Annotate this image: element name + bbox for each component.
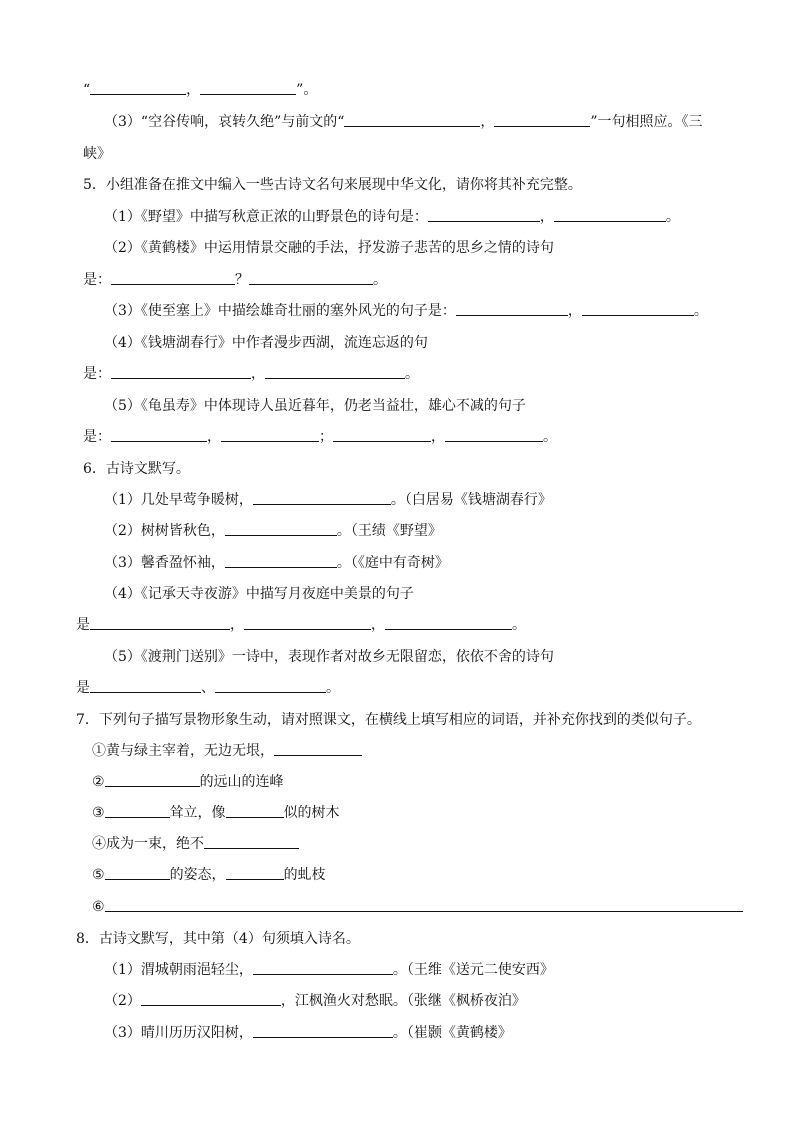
text-line xyxy=(104,991,526,1011)
line-text: 8．古诗文默写，其中第（4）句须填入诗名。 xyxy=(76,931,360,947)
line-text: （3）晴川历历汉阳树， xyxy=(104,1025,253,1041)
line-text: ， xyxy=(480,114,495,130)
line-text: 。（王绩《野望》 xyxy=(336,523,442,539)
line-text: 。（《庭中有奇树》 xyxy=(336,555,449,571)
text-line xyxy=(92,834,299,854)
line-text: （5）《渡荆门送别》一诗中，表现作者对故乡无限留恋，依依不舍的诗句 xyxy=(104,649,554,665)
text-line xyxy=(104,521,442,541)
text-line xyxy=(76,710,701,730)
line-text: ， xyxy=(186,82,201,98)
line-text: 。 xyxy=(512,617,526,633)
text-line xyxy=(83,80,317,100)
answer-blank[interactable] xyxy=(221,427,319,442)
line-text: ？ xyxy=(235,272,249,288)
line-text: 的远山的连峰 xyxy=(199,774,284,790)
line-text: ⑥ xyxy=(92,899,105,915)
answer-blank[interactable] xyxy=(225,521,337,536)
answer-blank[interactable] xyxy=(105,803,170,818)
answer-blank[interactable] xyxy=(428,207,540,222)
answer-blank[interactable] xyxy=(385,615,512,630)
text-line xyxy=(83,270,387,290)
text-line xyxy=(104,396,526,416)
line-text: 耸立，像 xyxy=(169,805,226,821)
answer-blank[interactable] xyxy=(105,897,743,912)
answer-blank[interactable] xyxy=(105,865,170,880)
answer-blank[interactable] xyxy=(111,427,207,442)
line-text: （4）《钱塘湖春行》中作者漫步西湖，流连忘返的句 xyxy=(104,335,428,351)
text-line xyxy=(104,333,428,353)
line-text: 5．小组准备在推文中编入一些古诗文名句来展现中华文化，请你将其补充完整。 xyxy=(83,177,582,193)
answer-blank[interactable] xyxy=(494,112,590,127)
text-line xyxy=(92,865,326,885)
line-text: （1）渭城朝雨浥轻尘， xyxy=(104,962,253,978)
line-text: “ xyxy=(83,82,91,98)
text-line xyxy=(104,207,680,227)
line-text: ”。 xyxy=(296,82,318,98)
answer-blank[interactable] xyxy=(333,427,431,442)
line-text: 。 xyxy=(665,209,680,225)
line-text: （1）几处早莺争暖树， xyxy=(104,492,253,508)
line-text: 峡》 xyxy=(83,146,111,162)
text-line xyxy=(83,459,190,479)
line-text: ①黄与绿主宰着，无边无垠， xyxy=(92,743,274,759)
line-text: 。 xyxy=(405,366,419,382)
line-text: （5）《龟虽寿》中体现诗人虽近暮年，仍老当益壮，雄心不减的句子 xyxy=(104,398,526,414)
line-text: 。 xyxy=(543,429,557,445)
line-text: 是 xyxy=(76,617,90,633)
line-text: 似的树木 xyxy=(283,805,340,821)
line-text: ， xyxy=(251,366,265,382)
line-text: （2）《黄鹤楼》中运用情景交融的手法，抒发游子悲苦的思乡之情的诗句 xyxy=(104,240,554,256)
answer-blank[interactable] xyxy=(200,80,296,95)
text-line xyxy=(92,897,743,917)
line-text: （3）馨香盈怀袖， xyxy=(104,555,225,571)
text-line xyxy=(104,1023,512,1043)
text-line xyxy=(83,175,582,195)
line-text: 6．古诗文默写。 xyxy=(83,461,190,477)
line-text: 。 xyxy=(373,272,387,288)
text-line xyxy=(83,427,557,447)
line-text: 。（白居易《钱塘湖春行》 xyxy=(390,492,552,508)
answer-blank[interactable] xyxy=(456,301,568,316)
text-line xyxy=(92,772,284,792)
answer-blank[interactable] xyxy=(111,270,235,285)
answer-blank[interactable] xyxy=(249,270,373,285)
line-text: 7．下列句子描写景物形象生动，请对照课文，在横线上填写相应的词语，并补充你找到的类似句子。 xyxy=(76,712,701,728)
answer-blank[interactable] xyxy=(204,834,299,849)
line-text: 。（王维《送元二使安西》 xyxy=(392,962,554,978)
line-text: 。 xyxy=(326,680,340,696)
line-text: 的姿态， xyxy=(169,867,226,883)
line-text: ， xyxy=(371,617,385,633)
text-line xyxy=(83,144,111,164)
text-line xyxy=(104,960,554,980)
answer-blank[interactable] xyxy=(226,803,284,818)
answer-blank[interactable] xyxy=(445,427,543,442)
answer-blank[interactable] xyxy=(253,490,391,505)
line-text: ， xyxy=(539,209,554,225)
line-text: ④成为一束，绝不 xyxy=(92,836,204,852)
text-line xyxy=(104,112,703,132)
answer-blank[interactable] xyxy=(90,615,230,630)
line-text: ”一句相照应。《三 xyxy=(590,114,703,130)
text-line xyxy=(92,741,362,761)
text-line xyxy=(104,238,554,258)
line-text: （2） xyxy=(104,993,141,1009)
line-text: （3）“空谷传响，哀转久绝”与前文的“ xyxy=(104,114,345,130)
answer-blank[interactable] xyxy=(215,678,326,693)
line-text: ； xyxy=(319,429,333,445)
text-line xyxy=(92,803,340,823)
text-line xyxy=(104,584,414,604)
answer-blank[interactable] xyxy=(274,741,362,756)
text-line xyxy=(104,647,554,667)
answer-blank[interactable] xyxy=(253,1023,393,1038)
answer-blank[interactable] xyxy=(226,865,284,880)
answer-blank[interactable] xyxy=(105,772,200,787)
line-text: （3）《使至塞上》中描绘雄奇壮丽的塞外风光的句子是： xyxy=(104,303,456,319)
line-text: ， xyxy=(567,303,582,319)
line-text: ， xyxy=(230,617,244,633)
text-line xyxy=(76,678,340,698)
line-text: ， xyxy=(431,429,445,445)
line-text: （1）《野望》中描写秋意正浓的山野景色的诗句是： xyxy=(104,209,428,225)
answer-blank[interactable] xyxy=(225,553,337,568)
answer-blank[interactable] xyxy=(111,364,251,379)
answer-blank[interactable] xyxy=(344,112,480,127)
line-text: 是： xyxy=(83,429,111,445)
text-line xyxy=(104,301,708,321)
answer-blank[interactable] xyxy=(244,615,371,630)
line-text: ⑤ xyxy=(92,867,105,883)
answer-blank[interactable] xyxy=(141,991,281,1006)
text-line xyxy=(104,553,449,573)
answer-blank[interactable] xyxy=(265,364,405,379)
line-text: ③ xyxy=(92,805,105,821)
line-text: ② xyxy=(92,774,105,790)
answer-blank[interactable] xyxy=(90,80,186,95)
answer-blank[interactable] xyxy=(90,678,201,693)
answer-blank[interactable] xyxy=(253,960,393,975)
line-text: ， xyxy=(207,429,221,445)
text-line xyxy=(76,615,526,635)
line-text: 是 xyxy=(76,680,90,696)
text-line xyxy=(76,929,360,949)
line-text: 是： xyxy=(83,272,111,288)
line-text: 。（崔颢《黄鹤楼》 xyxy=(392,1025,512,1041)
answer-blank[interactable] xyxy=(582,301,694,316)
line-text: 。 xyxy=(693,303,708,319)
line-text: （2）树树皆秋色， xyxy=(104,523,225,539)
answer-blank[interactable] xyxy=(554,207,666,222)
line-text: ，江枫渔火对愁眠。（张继《枫桥夜泊》 xyxy=(280,993,526,1009)
line-text: 的虬枝 xyxy=(283,867,326,883)
text-line xyxy=(104,490,552,510)
line-text: 是： xyxy=(83,366,111,382)
text-line xyxy=(83,364,419,384)
line-text: （4）《记承天寺夜游》中描写月夜庭中美景的句子 xyxy=(104,586,414,602)
line-text: 、 xyxy=(201,680,215,696)
